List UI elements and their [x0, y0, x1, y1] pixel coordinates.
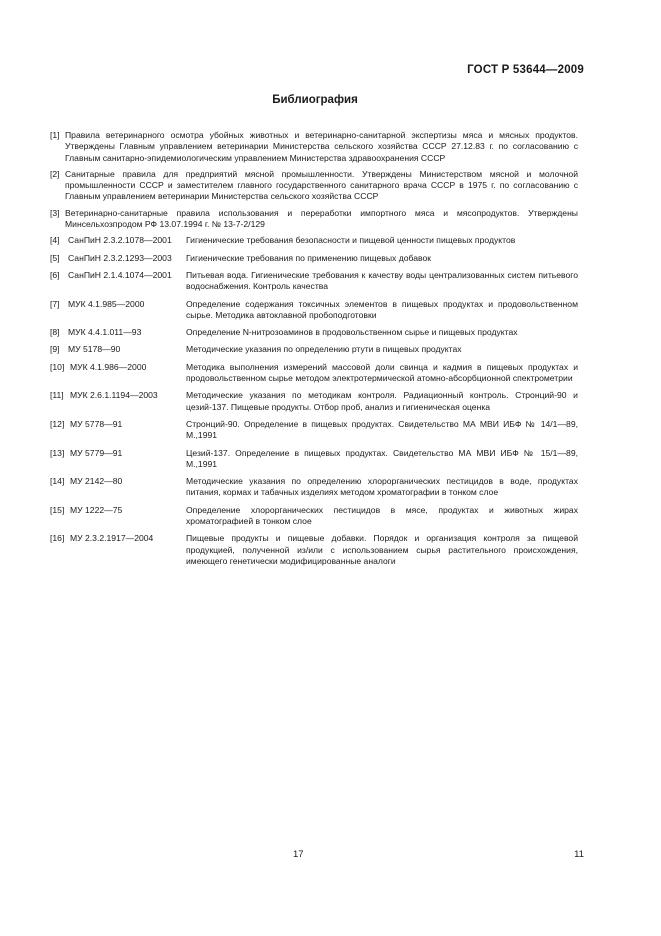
reference-number: [9]	[50, 344, 60, 355]
reference-item	[50, 533, 578, 567]
reference-text: Ветеринарно-санитарные правила использования и переработки импортного мяса и мясопродуктов. Утверждены Минсельхозпродом РФ 13.07.1994 г. № 13-7-2/129	[65, 207, 578, 230]
reference-text: Гигиенические требования безопасности и пищевой ценности пищевых продуктов	[186, 235, 516, 246]
reference-item	[50, 505, 578, 528]
reference-text: Правила ветеринарного осмотра убойных животных и ветеринарно-санитарной экспертизы мяса и мясных продуктов. Утверждены Главным управлением ветеринарии Министерства сельского хозяйства СССР 27.12.83 г. по согласованию с Главным санитарно-эпидемиологическим управлением Министерства здравоохранения СССР	[65, 130, 578, 163]
reference-item	[50, 253, 578, 264]
reference-text: Гигиенические требования по применению пищевых добавок	[186, 252, 432, 263]
reference-text: Питьевая вода. Гигиенические требования к качеству воды централизованных систем питьевого водоснабжения. Контроль качества	[186, 269, 578, 292]
reference-code: МУК 2.6.1.1194—2003	[70, 390, 158, 401]
reference-item	[50, 169, 578, 203]
reference-item	[50, 476, 578, 499]
reference-code: СанПиН 2.3.2.1078—2001	[68, 235, 172, 246]
reference-item	[50, 390, 578, 413]
reference-number: [8]	[50, 327, 60, 338]
reference-number: [4]	[50, 235, 60, 246]
reference-item	[50, 327, 578, 338]
reference-code: МУ 1222—75	[70, 504, 123, 515]
reference-text: Стронций-90. Определение в пищевых продуктах. Свидетельство МА МВИ ИБФ № 14/1—89, М.,1991	[186, 418, 578, 441]
reference-number: [6]	[50, 269, 60, 280]
reference-item	[50, 235, 578, 246]
reference-code: СанПиН 2.3.2.1293—2003	[68, 252, 172, 263]
reference-item	[50, 362, 578, 385]
reference-item	[50, 270, 578, 293]
reference-item	[50, 299, 578, 322]
reference-number: [7]	[50, 298, 60, 309]
page-number-center: 17	[293, 849, 304, 860]
reference-number: [3]	[50, 207, 60, 218]
reference-text: Определение N-нитрозоаминов в продовольственном сырье и пищевых продуктах	[186, 327, 518, 338]
bibliography-title: Библиография	[272, 94, 358, 106]
reference-text: Методика выполнения измерений массовой доли свинца и кадмия в пищевых продуктах и продовольственном сырье методом электротермической атомно-абсорбционной спектрометрии	[186, 361, 578, 384]
reference-code: СанПиН 2.1.4.1074—2001	[68, 269, 172, 280]
reference-number: [11]	[50, 390, 64, 401]
reference-code: МУК 4.1.986—2000	[70, 361, 147, 372]
reference-number: [5]	[50, 252, 60, 263]
reference-number: [10]	[50, 361, 65, 372]
reference-text: Определение содержания токсичных элементов в пищевых продуктах и продовольственном сырье. Методика автоклавной пробоподготовки	[186, 298, 578, 320]
reference-text: Пищевые продукты и пищевые добавки. Порядок и организация контроля за пищевой продукцией, полученной из/или с использованием сырья растительного происхождения, имеющего генетически модифицированные аналоги	[186, 533, 578, 566]
reference-item	[50, 448, 578, 471]
reference-text: Методические указания по определению ртути в пищевых продуктах	[186, 344, 462, 355]
reference-code: МУ 2.3.2.1917—2004	[70, 533, 154, 544]
reference-code: МУ 5779—91	[70, 447, 123, 458]
reference-text: Методические указания по методикам контроля. Радиационный контроль. Стронций-90 и цезий-137. Пищевые продукты. Отбор проб, анализ и гигиеническая оценка	[186, 390, 578, 412]
reference-number: [16]	[50, 533, 65, 544]
reference-number: [13]	[50, 447, 65, 458]
reference-code: МУ 5178—90	[68, 344, 121, 355]
reference-list	[50, 130, 578, 573]
reference-text: Определение хлорорганических пестицидов в мясе, продуктах и животных жирах хроматографией в тонком слое	[186, 504, 578, 527]
reference-code: МУК 4.4.1.011—93	[68, 327, 142, 338]
reference-number: [12]	[50, 418, 65, 429]
reference-text: Методические указания по определению хлорорганических пестицидов в воде, продуктах питания, кормах и табачных изделиях методом хроматографии в тонком слое	[186, 476, 578, 498]
reference-code: МУ 2142—80	[70, 476, 123, 487]
reference-text: Санитарные правила для предприятий мясной промышленности. Утверждены Министерством мясной и молочной промышленности СССР и заместителем главного государственного санитарного врача СССР в 1975 г. по согласованию с Главным управлением ветеринарии Министерства сельского хозяйства СССР	[65, 168, 578, 202]
reference-text: Цезий-137. Определение в пищевых продуктах. Свидетельство МА МВИ ИБФ № 15/1—89, М.,1991	[186, 447, 578, 469]
reference-number: [15]	[50, 504, 65, 515]
reference-number: [1]	[50, 130, 60, 140]
reference-code: МУК 4.1.985—2000	[68, 298, 145, 309]
reference-item	[50, 208, 578, 231]
reference-code: МУ 5778—91	[70, 418, 123, 429]
page-number-right: 11	[574, 849, 584, 860]
reference-item	[50, 419, 578, 442]
reference-number: [14]	[50, 476, 65, 487]
reference-item	[50, 130, 578, 164]
reference-number: [2]	[50, 168, 60, 179]
reference-item	[50, 344, 578, 355]
standard-code: ГОСТ Р 53644—2009	[467, 64, 584, 76]
